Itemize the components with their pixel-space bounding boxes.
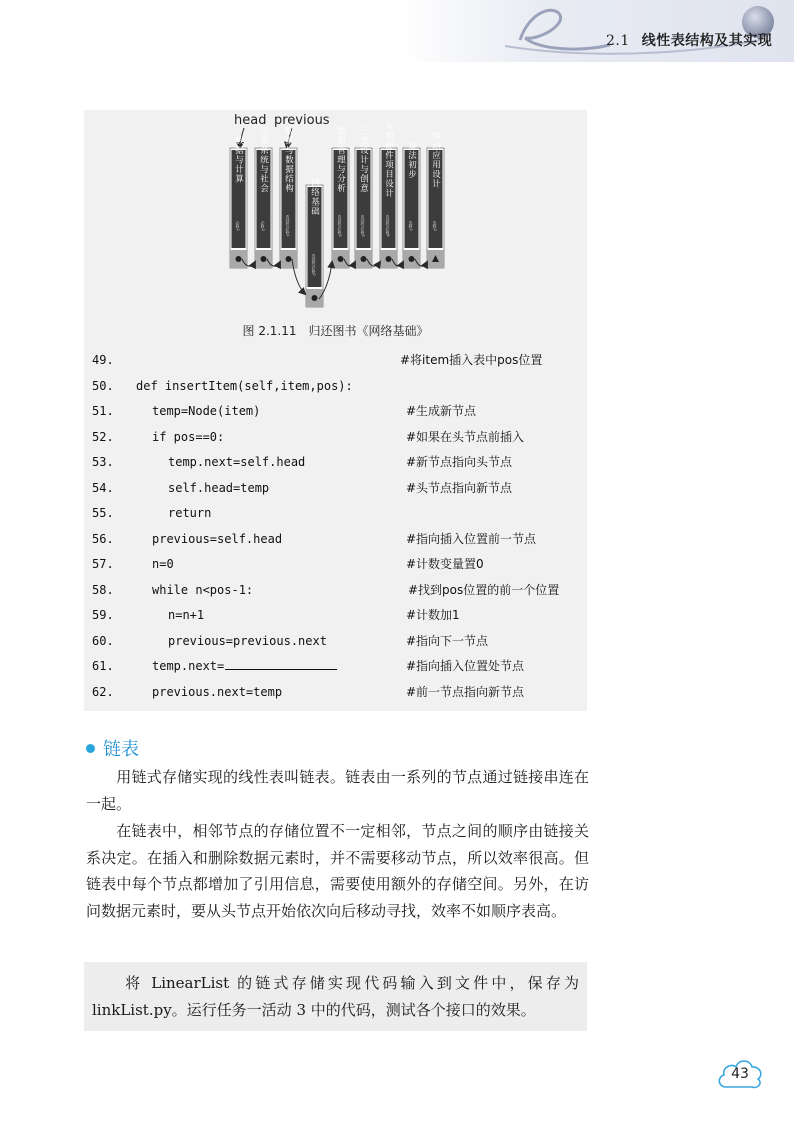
task-box xyxy=(84,962,587,1031)
book-spine-7 xyxy=(380,122,397,268)
pointer-dot-icon xyxy=(361,256,367,262)
book-title: 算法初步 xyxy=(406,141,417,179)
pointer-dot-icon xyxy=(312,295,318,301)
code-comment: #头节点指向新节点 xyxy=(406,480,513,495)
code-panel xyxy=(84,110,587,711)
figure-caption-number: 图 2.1.11 xyxy=(242,324,297,338)
book-title: 数据与数据结构 xyxy=(283,126,294,194)
book-tag: 选择性必修1 xyxy=(286,215,291,237)
book-title: 网络基础 xyxy=(309,178,320,216)
code-text: if pos==0: xyxy=(152,429,225,444)
code-line-53 xyxy=(84,450,587,476)
code-comment: #如果在头节点前插入 xyxy=(406,429,525,444)
code-text-with-blank xyxy=(152,654,337,680)
book-spine-3 xyxy=(280,126,297,268)
code-text: def insertItem(self,item,pos): xyxy=(136,378,353,393)
book-title: 数据与计算 xyxy=(233,136,244,184)
pointer-dot-icon xyxy=(286,256,292,262)
code-text: return xyxy=(168,506,212,520)
line-number: 51. xyxy=(92,404,114,418)
fill-in-blank[interactable] xyxy=(225,656,337,670)
code-comment: #计数变量置0 xyxy=(406,557,484,571)
code-line-56 xyxy=(84,527,587,553)
book-tag: 选修2 xyxy=(433,220,438,232)
code-comment: #指向插入位置前一节点 xyxy=(406,531,537,546)
code-comment: #计数加1 xyxy=(406,608,460,622)
page-number-badge xyxy=(716,1053,764,1097)
line-number: 58. xyxy=(92,582,114,597)
code-text: previous=self.head xyxy=(152,531,283,546)
figure-caption xyxy=(84,322,587,339)
book-tag: 必修1 xyxy=(236,220,241,232)
line-number: 55. xyxy=(92,506,114,520)
book-list xyxy=(230,122,444,307)
book-title: 移动应用设计 xyxy=(430,131,441,189)
book-spine-9 xyxy=(427,131,444,268)
line-number: 52. xyxy=(92,429,114,444)
section-heading xyxy=(86,735,139,761)
code-line-50 xyxy=(84,374,587,400)
code-text: while n<pos-1: xyxy=(152,582,254,597)
code-text: n=0 xyxy=(152,557,174,571)
section-number: 2.1 xyxy=(606,33,630,49)
code-comment: #生成新节点 xyxy=(406,404,477,418)
line-number: 62. xyxy=(92,684,114,699)
book-tag: 选修1 xyxy=(409,220,414,232)
paragraph-1-text: 用链式存储实现的线性表叫链表。链表由一系列的节点通过链接串连在一起。 xyxy=(86,768,589,813)
book-title: 三维设计与创意 xyxy=(358,126,369,194)
code-line-62 xyxy=(84,680,587,706)
book-spine-6 xyxy=(355,127,372,268)
bullet-dot-icon xyxy=(86,744,95,753)
pointer-dot-icon xyxy=(409,256,415,262)
page-number: 43 xyxy=(731,1066,749,1082)
book-tag: 选择性必修2 xyxy=(312,254,317,276)
line-number: 53. xyxy=(92,455,114,469)
line-number: 56. xyxy=(92,531,114,546)
line-number: 59. xyxy=(92,608,114,622)
book-spine-4 xyxy=(306,178,323,307)
book-spine-5 xyxy=(332,126,349,268)
book-tag: 选择性必修5 xyxy=(361,215,366,237)
code-comment: #新节点指向头节点 xyxy=(406,455,513,469)
pointer-dot-icon xyxy=(338,256,344,262)
line-number: 60. xyxy=(92,633,114,648)
code-comment: #找到pos位置的前一个位置 xyxy=(408,582,560,597)
line-number: 49. xyxy=(92,353,114,367)
book-tag: 选择性必修3 xyxy=(338,215,343,237)
code-line-49 xyxy=(84,348,587,374)
code-line-52 xyxy=(84,425,587,451)
code-comment: #指向插入位置处节点 xyxy=(406,659,525,673)
running-header xyxy=(606,30,772,50)
paragraph-2-text: 在链表中，相邻节点的存储位置不一定相邻，节点之间的顺序由链接关系决定。在插入和删除数据元素时，并不需要移动节点，所以效率很高。但链表中每个节点都增加了引用信息，需要使用额外的存储空间。另外，在访问数据元素时，要从头节点开始依次向后移动寻找，效率不如顺序表高。 xyxy=(86,822,589,920)
task-text-wrap xyxy=(92,970,579,1024)
code-line-61 xyxy=(84,654,587,680)
code-line-51 xyxy=(84,399,587,425)
code-comment: #指向下一节点 xyxy=(406,633,489,648)
book-tag: 选择性必修6 xyxy=(386,215,391,237)
book-spine-1 xyxy=(230,136,247,268)
paragraph-2 xyxy=(86,818,589,924)
code-line-59 xyxy=(84,603,587,629)
task-text: 将 LinearList 的链式存储实现代码输入到文件中，保存为 linkList.py。运行任务一活动 3 中的代码，测试各个接口的效果。 xyxy=(92,974,579,1019)
code-text: temp.next=self.head xyxy=(168,455,306,469)
code-text: previous.next=temp xyxy=(152,684,283,699)
code-line-58 xyxy=(84,578,587,604)
book-title: 信息系统与社会 xyxy=(258,126,269,194)
section-title: 线性表结构及其实现 xyxy=(641,33,773,49)
book-spine-8 xyxy=(403,140,420,268)
paragraph-1 xyxy=(86,764,589,817)
book-tag: 必修2 xyxy=(261,220,266,232)
pointer-dot-icon xyxy=(386,256,392,262)
pointer-dot-icon xyxy=(236,256,242,262)
previous-pointer-label: previous xyxy=(274,113,330,128)
book-title: 数据管理与分析 xyxy=(335,126,346,194)
code-line-55 xyxy=(84,501,587,527)
pointer-dot-icon xyxy=(261,256,267,262)
figure-caption-text: 归还图书《网络基础》 xyxy=(308,324,429,338)
head-pointer-label: head xyxy=(234,113,267,128)
code-text: previous=previous.next xyxy=(168,633,327,648)
section-heading-text: 链表 xyxy=(103,739,139,760)
line-number: 57. xyxy=(92,557,114,571)
code-comment: #前一节点指向新节点 xyxy=(406,684,525,699)
code-comment: #将item插入表中pos位置 xyxy=(400,353,543,367)
book-spine-2 xyxy=(255,126,272,268)
code-text: temp.next= xyxy=(152,659,225,673)
code-text: n=n+1 xyxy=(168,608,205,622)
code-line-57 xyxy=(84,552,587,578)
code-text: self.head=temp xyxy=(168,480,270,495)
book-title: 开源硬件项目设计 xyxy=(383,122,394,198)
code-line-60 xyxy=(84,629,587,655)
line-number: 61. xyxy=(92,659,114,673)
code-listing xyxy=(84,348,587,705)
line-number: 50. xyxy=(92,378,114,393)
linked-list-figure xyxy=(84,110,587,345)
code-line-54 xyxy=(84,476,587,502)
line-number: 54. xyxy=(92,480,114,495)
code-text: temp=Node(item) xyxy=(152,404,261,418)
